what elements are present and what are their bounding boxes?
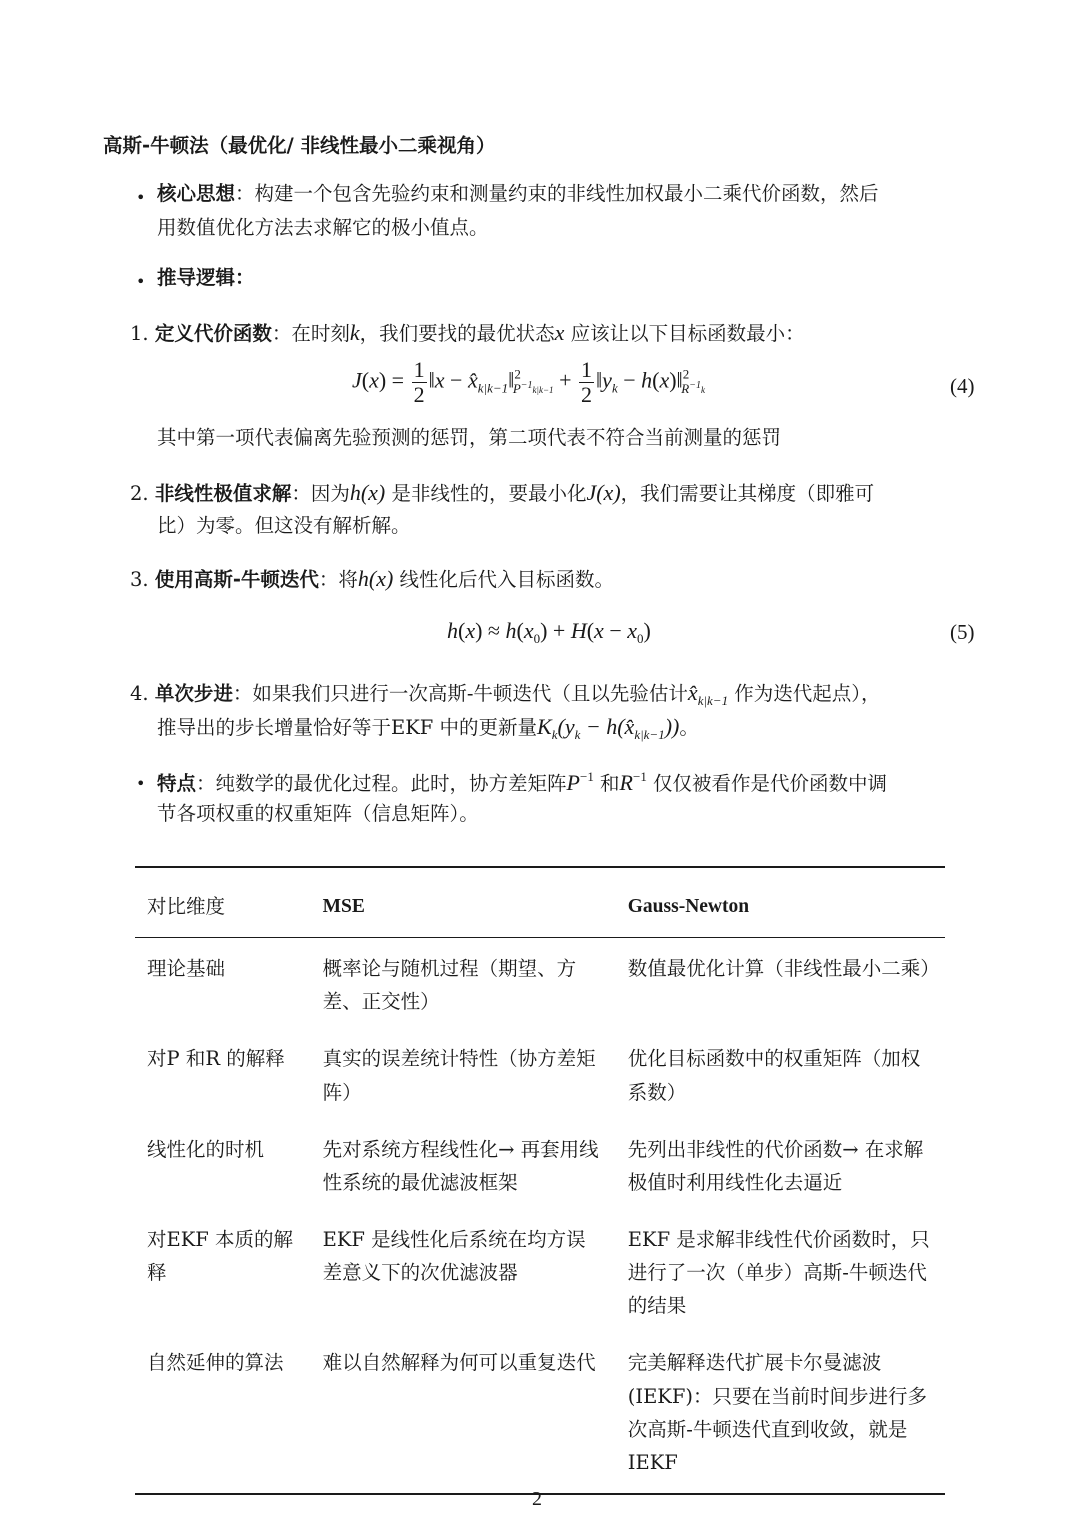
- table-cell: 完美解释迭代扩展卡尔曼滤波(IEKF)：只要在当前时间步进行多次高斯-牛顿迭代直到收敛，就是IEKF: [616, 1332, 945, 1494]
- table-header: 对比维度: [135, 867, 311, 938]
- table-cell: 优化目标函数中的权重矩阵（加权系数）: [627, 1047, 921, 1104]
- core-idea-text1: ：构建一个包含先验约束和测量约束的非线性加权最小二乘代价函数，然后: [235, 182, 879, 205]
- bullet-icon: •: [136, 774, 146, 793]
- table-row: [135, 1332, 945, 1494]
- core-idea-line2: 用数值优化方法去求解它的极小值点。: [157, 216, 489, 239]
- equation-5: $h(x) \approx h(x_0) + H(x - x_0)$: [447, 618, 651, 646]
- step-number: 3.: [130, 568, 149, 591]
- step-number: 1.: [130, 322, 149, 345]
- table-cell: 对P 和R 的解释: [147, 1047, 285, 1071]
- table-cell: 概率论与随机过程（期望、方差、正交性）: [322, 957, 577, 1014]
- feature-text: 仅仅被看作是代价函数中调: [646, 772, 888, 795]
- core-idea-line1: [157, 184, 879, 204]
- math-var: $P^{-1}$: [566, 769, 594, 795]
- step-text: ，我们要找的最优状态: [359, 322, 555, 345]
- table-cell: 对EKF 本质的解释: [147, 1227, 294, 1285]
- step-text: 是非线性的，要最小化: [385, 482, 587, 505]
- feature-line2: 节各项权重的权重矩阵（信息矩阵）。: [157, 802, 479, 825]
- math-var: $R^{-1}$: [619, 769, 647, 795]
- table-cell: 先对系统方程线性化→ 再套用线性系统的最优滤波框架: [322, 1137, 599, 1194]
- step-text: 。: [679, 716, 699, 739]
- table-row: [135, 1209, 945, 1332]
- table-row: [135, 1028, 945, 1118]
- table-row: [135, 938, 945, 1029]
- bullet-icon: •: [136, 188, 146, 207]
- step-label: 使用高斯-牛顿迭代: [154, 568, 319, 591]
- table-header-row: [135, 867, 945, 938]
- table-cell: 自然延伸的算法: [135, 1332, 311, 1494]
- core-idea-label: 核心思想: [157, 182, 236, 205]
- table-cell: EKF 是求解非线性代价函数时，只进行了一次（单步）高斯-牛顿迭代的结果: [627, 1227, 930, 1318]
- math-var: J(x): [586, 480, 621, 505]
- feature-line1: [157, 770, 887, 794]
- step-2: [130, 482, 874, 504]
- feature-text: 和: [593, 772, 620, 795]
- equation-number: (4): [950, 374, 975, 398]
- step-text: 推导出的步长增量恰好等于EKF 中的更新量: [157, 716, 538, 739]
- page-number: 2: [532, 1488, 542, 1510]
- step-2-line2: 比）为零。但这没有解析解。: [157, 514, 411, 537]
- table-cell: 真实的误差统计特性（协方差矩阵）: [322, 1047, 596, 1104]
- step-3: [130, 568, 614, 590]
- math-var: $x̂_{k|k-1}$: [687, 680, 729, 708]
- table-header: Gauss-Newton: [616, 867, 945, 938]
- table-header: MSE: [311, 867, 616, 938]
- step-text: ，我们需要让其梯度（即雅可: [620, 482, 875, 505]
- step-label: 单次步进: [154, 682, 233, 705]
- step-4: [130, 682, 881, 707]
- derivation-label: 推导逻辑：: [157, 266, 255, 289]
- step-number: 2.: [130, 482, 149, 505]
- equation-number: (5): [950, 620, 975, 644]
- step-4-line2: [157, 716, 699, 741]
- table-cell: 数值最优化计算（非线性最小二乘）: [627, 957, 940, 981]
- math-var: $K_k(y_k$ − $h(x̂_{k|k-1})$): [537, 714, 680, 742]
- feature-label: 特点: [157, 772, 197, 795]
- equation-4: J(x) = $\frac{1}{2}$ ‖x − $x̂_{k|k-1}‖^2_{P^{-1}k|k-1}$ + $\frac{1}{2}$ $‖y_k$ − h(x)‖$^2_{R^{-1}k}$: [352, 357, 705, 408]
- step-text: ：在时刻: [271, 322, 350, 345]
- math-var: h(x): [349, 480, 386, 505]
- table-cell: 线性化的时机: [147, 1137, 265, 1161]
- step-text: ：如果我们只进行一次高斯-牛顿迭代（且以先验估计: [232, 682, 688, 705]
- step-label: 非线性极值求解: [154, 482, 292, 505]
- math-var: h(x): [357, 566, 394, 591]
- table-cell: 理论基础: [147, 957, 226, 981]
- step-text: 应该让以下目标函数最小：: [564, 322, 805, 345]
- feature-text: ：纯数学的最优化过程。此时，协方差矩阵: [196, 772, 567, 795]
- step-text: 线性化后代入目标函数。: [393, 568, 615, 591]
- section-title: 高斯-牛顿法（最优化/ 非线性最小二乘视角）: [103, 134, 496, 157]
- equation-note: 其中第一项代表偏离先验预测的惩罚，第二项代表不符合当前测量的惩罚: [157, 426, 782, 449]
- table-cell: 难以自然解释为何可以重复迭代: [311, 1332, 616, 1494]
- bullet-icon: •: [136, 272, 146, 291]
- step-label: 定义代价函数: [154, 322, 272, 345]
- math-var: x: [554, 320, 565, 345]
- step-text: ：因为: [291, 482, 350, 505]
- table-cell: 先列出非线性的代价函数→ 在求解极值时利用线性化去逼近: [627, 1137, 924, 1194]
- step-text: 作为迭代起点），: [728, 682, 881, 705]
- math-var: k: [349, 320, 360, 345]
- table-cell: EKF 是线性化后系统在均方误差意义下的次优滤波器: [322, 1227, 586, 1285]
- step-1: [130, 322, 805, 344]
- step-number: 4.: [130, 682, 149, 705]
- comparison-table: [135, 866, 945, 1495]
- table-row: [135, 1119, 945, 1209]
- step-text: ：将: [318, 568, 358, 591]
